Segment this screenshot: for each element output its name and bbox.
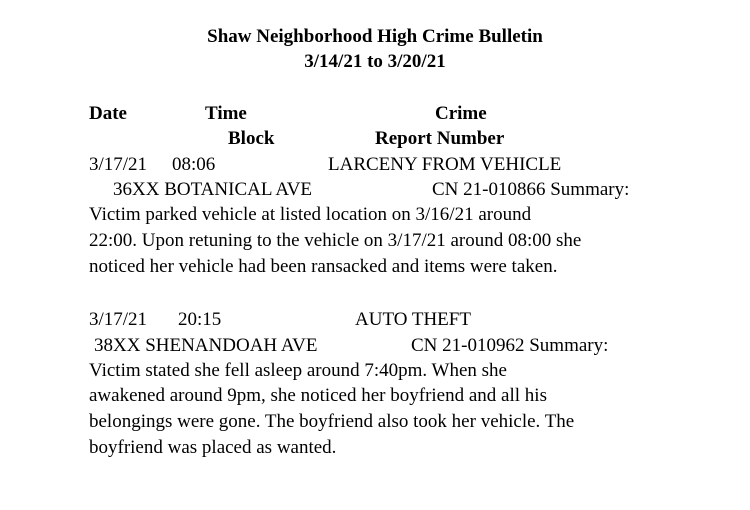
- column-header-time: Time: [205, 103, 247, 124]
- incident-crime: LARCENY FROM VEHICLE: [328, 154, 562, 175]
- column-header-crime: Crime: [435, 103, 487, 124]
- incident-time: 20:15: [178, 309, 222, 330]
- incident-date: 3/17/21: [89, 154, 148, 175]
- incident-time: 08:06: [172, 154, 216, 175]
- incident-date: 3/17/21: [89, 309, 148, 330]
- incident-report-number: CN 21-010866 Summary:: [432, 179, 630, 200]
- column-header-block: Block: [228, 128, 275, 149]
- incident-summary-line: Victim stated she fell asleep around 7:40pm. When she: [89, 360, 507, 381]
- bulletin-date-range: 3/14/21 to 3/20/21: [304, 51, 446, 72]
- incident-report-number: CN 21-010962 Summary:: [411, 335, 609, 356]
- incident-summary-line: noticed her vehicle had been ransacked and items were taken.: [89, 256, 558, 277]
- bulletin-title: Shaw Neighborhood High Crime Bulletin: [207, 26, 543, 47]
- incident-block: 38XX SHENANDOAH AVE: [94, 335, 318, 356]
- incident-summary-line: boyfriend was placed as wanted.: [89, 437, 337, 458]
- column-header-date: Date: [89, 103, 127, 124]
- incident-summary-line: Victim parked vehicle at listed location on 3/16/21 around: [89, 204, 532, 225]
- incident-summary-line: 22:00. Upon retuning to the vehicle on 3/17/21 around 08:00 she: [89, 230, 582, 251]
- column-header-report-number: Report Number: [375, 128, 505, 149]
- incident-summary-line: belongings were gone. The boyfriend also took her vehicle. The: [89, 411, 575, 432]
- incident-crime: AUTO THEFT: [355, 309, 471, 330]
- incident-summary-line: awakened around 9pm, she noticed her boyfriend and all his: [89, 385, 547, 406]
- incident-block: 36XX BOTANICAL AVE: [113, 179, 313, 200]
